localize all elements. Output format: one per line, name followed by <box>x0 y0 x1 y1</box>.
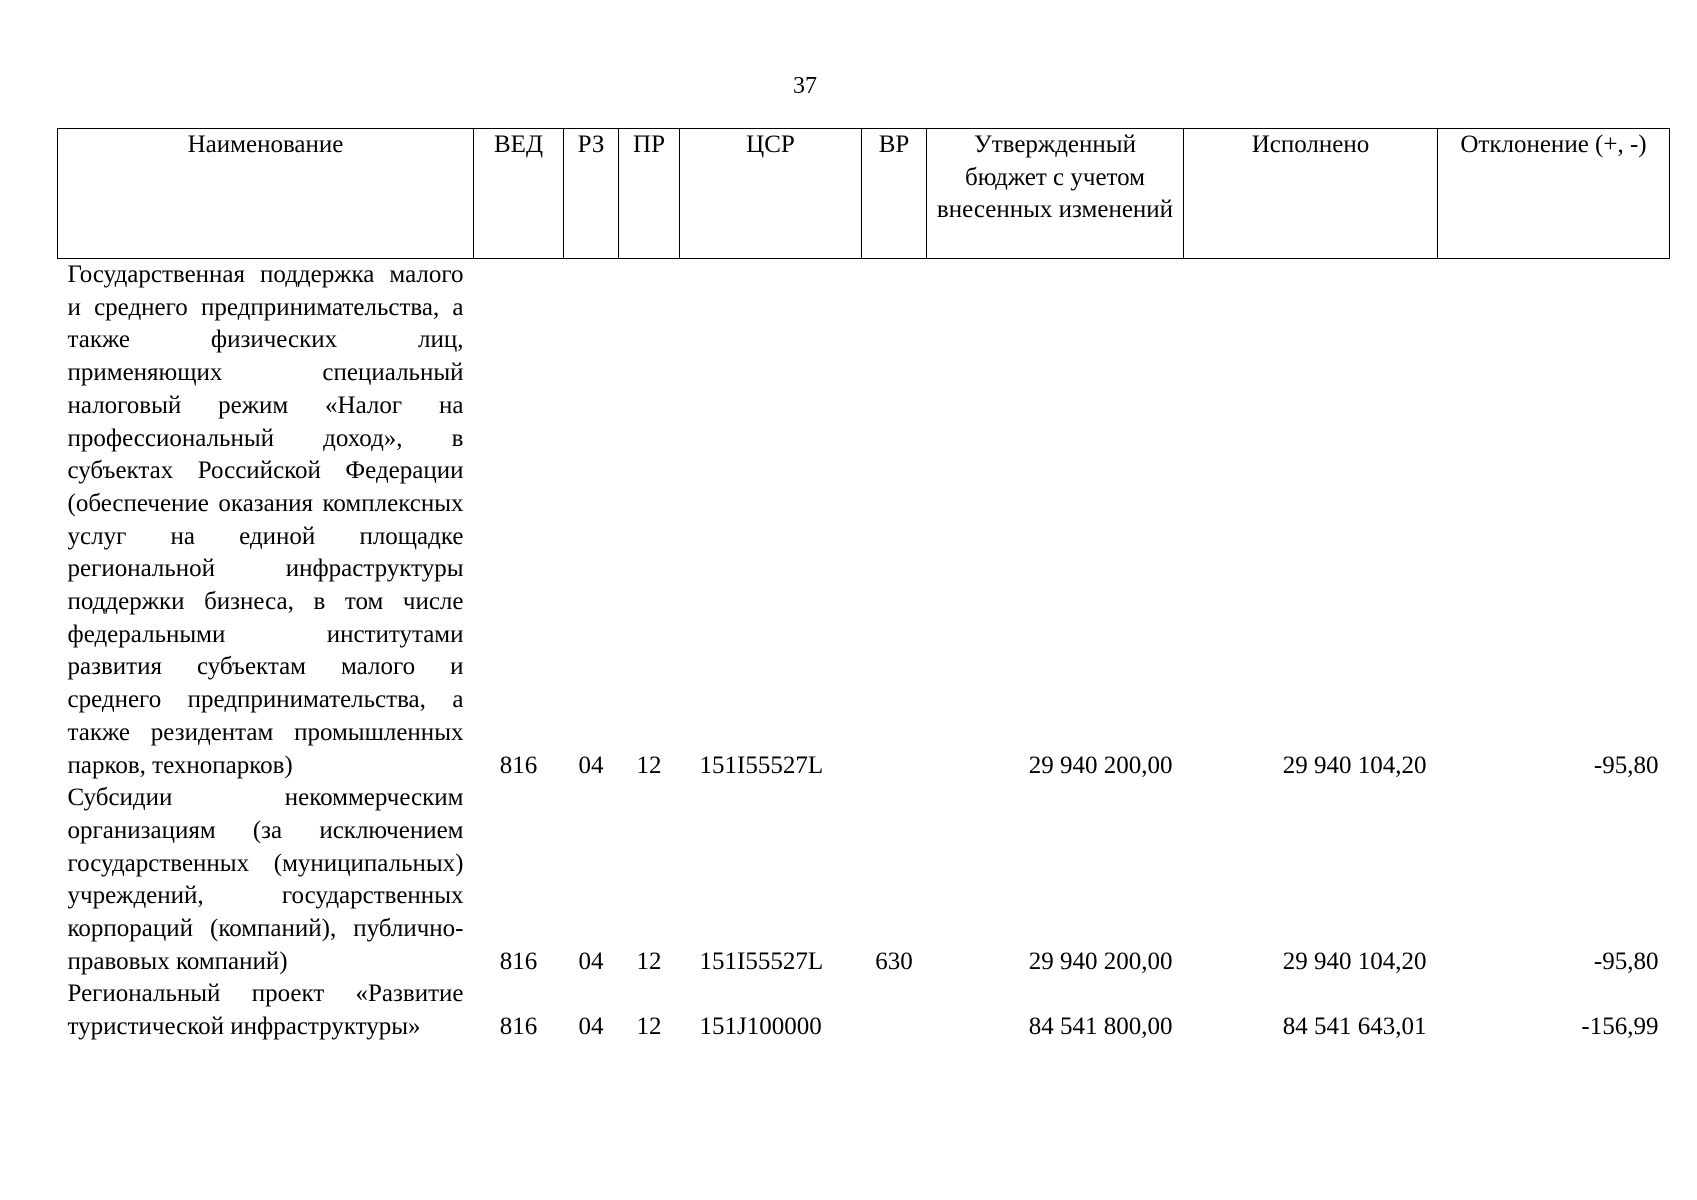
row-pr: 12 <box>636 947 662 975</box>
row-deviation: -95,80 <box>1593 947 1659 975</box>
header-pr: ПР <box>619 129 680 259</box>
row-name: Региональный проект «Развитие туристической инфраструктуры» <box>67 980 464 1041</box>
row-csr: 151I55527L <box>699 751 824 779</box>
row-deviation: -95,80 <box>1593 751 1659 779</box>
header-name: Наименование <box>58 129 474 259</box>
row-name: Государственная поддержка малого и среднего предпринимательства, а также физических лиц, применяющих специальный налоговый режим «Налог на профессиональный доход», в субъектах Российской Федерации (обеспечение оказания комплексных услуг на единой площадке региональной инфраструктуры поддержки бизнеса, в том числе федеральными институтами развития субъектам малого и среднего предпринимательства, а также резидентам промышленных парков, технопарков) <box>67 261 464 779</box>
row-executed: 29 940 104,20 <box>1282 947 1427 975</box>
page-number: 37 <box>793 73 817 99</box>
header-deviation: Отклонение (+, -) <box>1438 129 1670 259</box>
row-pr: 12 <box>636 1013 662 1041</box>
table-row <box>58 782 1670 978</box>
row-rz: 04 <box>578 1013 604 1041</box>
row-approved: 84 541 800,00 <box>1028 1013 1173 1041</box>
row-approved: 29 940 200,00 <box>1028 947 1173 975</box>
header-ved: ВЕД <box>474 129 564 259</box>
header-approved: Утвержденный бюджет с учетом внесенных изменений <box>927 129 1184 259</box>
header-csr: ЦСР <box>680 129 862 259</box>
row-approved: 29 940 200,00 <box>1028 751 1173 779</box>
row-vr <box>862 259 927 783</box>
header-rz: РЗ <box>564 129 619 259</box>
row-executed: 84 541 643,01 <box>1282 1013 1427 1041</box>
row-csr: 151J100000 <box>699 1013 822 1041</box>
table-row <box>58 259 1670 783</box>
row-ved: 816 <box>499 751 538 779</box>
row-rz: 04 <box>578 947 604 975</box>
header-executed: Исполнено <box>1184 129 1438 259</box>
row-executed: 29 940 104,20 <box>1282 751 1427 779</box>
row-vr: 630 <box>875 947 913 975</box>
row-deviation: -156,99 <box>1581 1013 1659 1041</box>
row-csr: 151I55527L <box>699 947 824 975</box>
row-name: Субсидии некоммерческим организациям (за исключением государственных (муниципальных) учреждений, государственных корпораций (компаний), публично-правовых компаний) <box>67 784 464 975</box>
row-ved: 816 <box>499 1013 538 1041</box>
table-row <box>58 978 1670 1043</box>
row-pr: 12 <box>636 751 662 779</box>
budget-table <box>57 128 1670 1044</box>
table-header <box>58 129 1670 259</box>
header-vr: ВР <box>862 129 927 259</box>
row-ved: 816 <box>499 947 538 975</box>
row-vr <box>862 978 927 1043</box>
row-rz: 04 <box>578 751 604 779</box>
